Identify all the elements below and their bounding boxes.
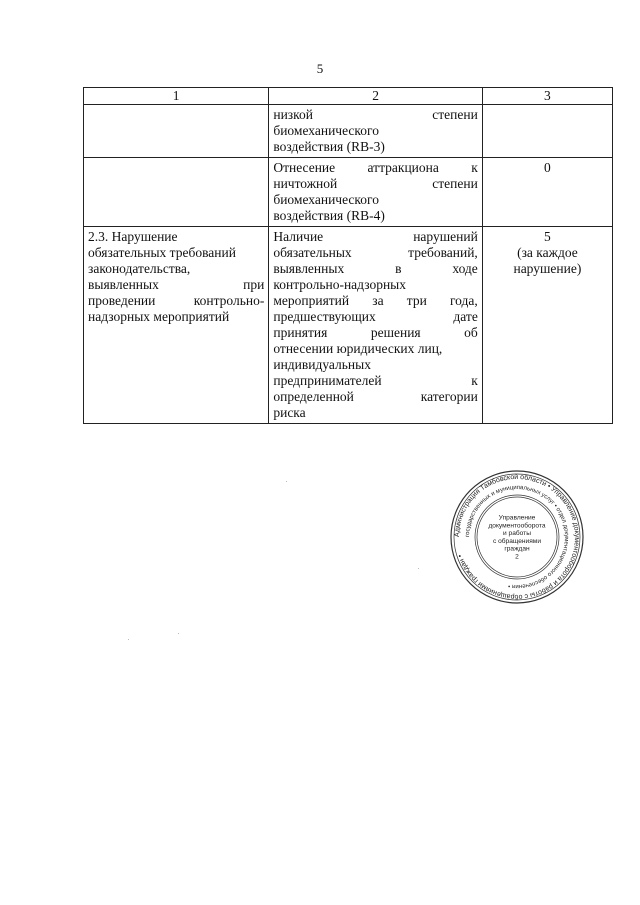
- points-cell: [482, 227, 612, 424]
- stamp-center-line: документооборота: [488, 522, 546, 530]
- column-header: 2: [269, 88, 482, 105]
- page-number: 5: [316, 61, 324, 76]
- stamp-center-text: [488, 515, 545, 561]
- cell-word: степени: [432, 107, 478, 122]
- stamp-outer-text: Администрация Тамбовской области • Управление документооборота и работы с обращениями граждан •: [453, 473, 581, 601]
- table-row: [84, 158, 613, 227]
- cell-word: Отнесение: [273, 160, 336, 175]
- criterion-cell: [84, 105, 269, 158]
- cell-word: три: [406, 293, 427, 308]
- scan-speck: [178, 633, 179, 634]
- cell-line: биомеханического: [273, 192, 379, 207]
- cell-word: предшествующих: [273, 309, 376, 324]
- cell-word: к: [471, 373, 478, 388]
- column-header: 1: [84, 88, 269, 105]
- cell-line: 0: [544, 160, 551, 175]
- indicator-cell: [269, 158, 482, 227]
- cell-word: проведении: [88, 293, 156, 308]
- official-stamp: [448, 468, 586, 606]
- cell-word: определенной: [273, 389, 354, 404]
- cell-line: 5: [544, 229, 551, 244]
- scan-speck: [128, 639, 129, 640]
- cell-line: обязательных требований: [88, 245, 236, 260]
- indicator-cell: [269, 227, 482, 424]
- cell-word: требований,: [408, 245, 478, 260]
- cell-word: ходе: [452, 261, 478, 276]
- cell-line: надзорных мероприятий: [88, 309, 230, 324]
- cell-word: за: [372, 293, 384, 308]
- stamp-center-line: с обращениями: [492, 537, 542, 545]
- risk-criteria-table: [83, 87, 613, 424]
- cell-word: выявленных: [273, 261, 345, 276]
- cell-word: к: [471, 160, 478, 175]
- stamp-seal-icon: [448, 468, 586, 606]
- cell-word: низкой: [273, 107, 313, 122]
- cell-word: при: [243, 277, 265, 292]
- indicator-cell: [269, 105, 482, 158]
- cell-line: [273, 176, 477, 192]
- points-cell: [482, 105, 612, 158]
- points-cell: [482, 158, 612, 227]
- cell-word: мероприятий: [273, 293, 350, 308]
- cell-line: нарушение): [513, 261, 582, 276]
- cell-line: [273, 229, 477, 245]
- column-header: 3: [482, 88, 612, 105]
- cell-word: решения: [370, 325, 421, 340]
- table-header-row: [84, 88, 613, 105]
- criterion-cell: [84, 158, 269, 227]
- cell-line: 2.3. Нарушение: [88, 229, 178, 244]
- stamp-center-line: и работы: [503, 530, 531, 538]
- cell-line: [273, 325, 477, 341]
- table-row: [84, 105, 613, 158]
- scan-speck: [286, 481, 287, 482]
- cell-word: года,: [449, 293, 478, 308]
- criterion-cell: [84, 227, 269, 424]
- cell-line: [88, 277, 264, 293]
- cell-line: [273, 309, 477, 325]
- cell-line: воздействия (RB-3): [273, 139, 385, 154]
- cell-line: [273, 373, 477, 389]
- table-row: [84, 227, 613, 424]
- cell-word: категории: [420, 389, 478, 404]
- cell-word: в: [395, 261, 402, 276]
- cell-word: нарушений: [413, 229, 478, 244]
- cell-line: [273, 389, 477, 405]
- stamp-middle-text: государственных и муниципальных услуг • отдел документационного обеспечения •: [464, 484, 570, 590]
- cell-line: [273, 107, 477, 123]
- cell-word: об: [464, 325, 478, 340]
- cell-line: [273, 261, 477, 277]
- cell-line: [273, 293, 477, 309]
- cell-word: обязательных: [273, 245, 352, 260]
- cell-line: [273, 160, 477, 176]
- cell-line: риска: [273, 405, 306, 420]
- cell-word: аттракциона: [367, 160, 439, 175]
- cell-line: отнесении юридических лиц,: [273, 341, 443, 356]
- cell-line: [88, 293, 264, 309]
- cell-word: контрольно-: [193, 293, 265, 308]
- cell-line: (за каждое: [517, 245, 578, 260]
- cell-line: [273, 245, 477, 261]
- stamp-center-line: 2: [515, 553, 519, 561]
- stamp-center-line: граждан: [504, 545, 530, 553]
- cell-word: Наличие: [273, 229, 324, 244]
- cell-line: воздействия (RB-4): [273, 208, 385, 223]
- cell-word: дате: [453, 309, 478, 324]
- cell-word: выявленных: [88, 277, 159, 292]
- cell-line: законодательства,: [88, 261, 191, 276]
- cell-word: принятия: [273, 325, 328, 340]
- cell-word: степени: [432, 176, 478, 191]
- cell-line: контрольно-надзорных: [273, 277, 406, 292]
- cell-line: биомеханического: [273, 123, 379, 138]
- cell-word: предпринимателей: [273, 373, 382, 388]
- cell-line: индивидуальных: [273, 357, 371, 372]
- scan-speck: [418, 568, 419, 569]
- cell-word: ничтожной: [273, 176, 338, 191]
- stamp-center-line: Управление: [498, 514, 536, 522]
